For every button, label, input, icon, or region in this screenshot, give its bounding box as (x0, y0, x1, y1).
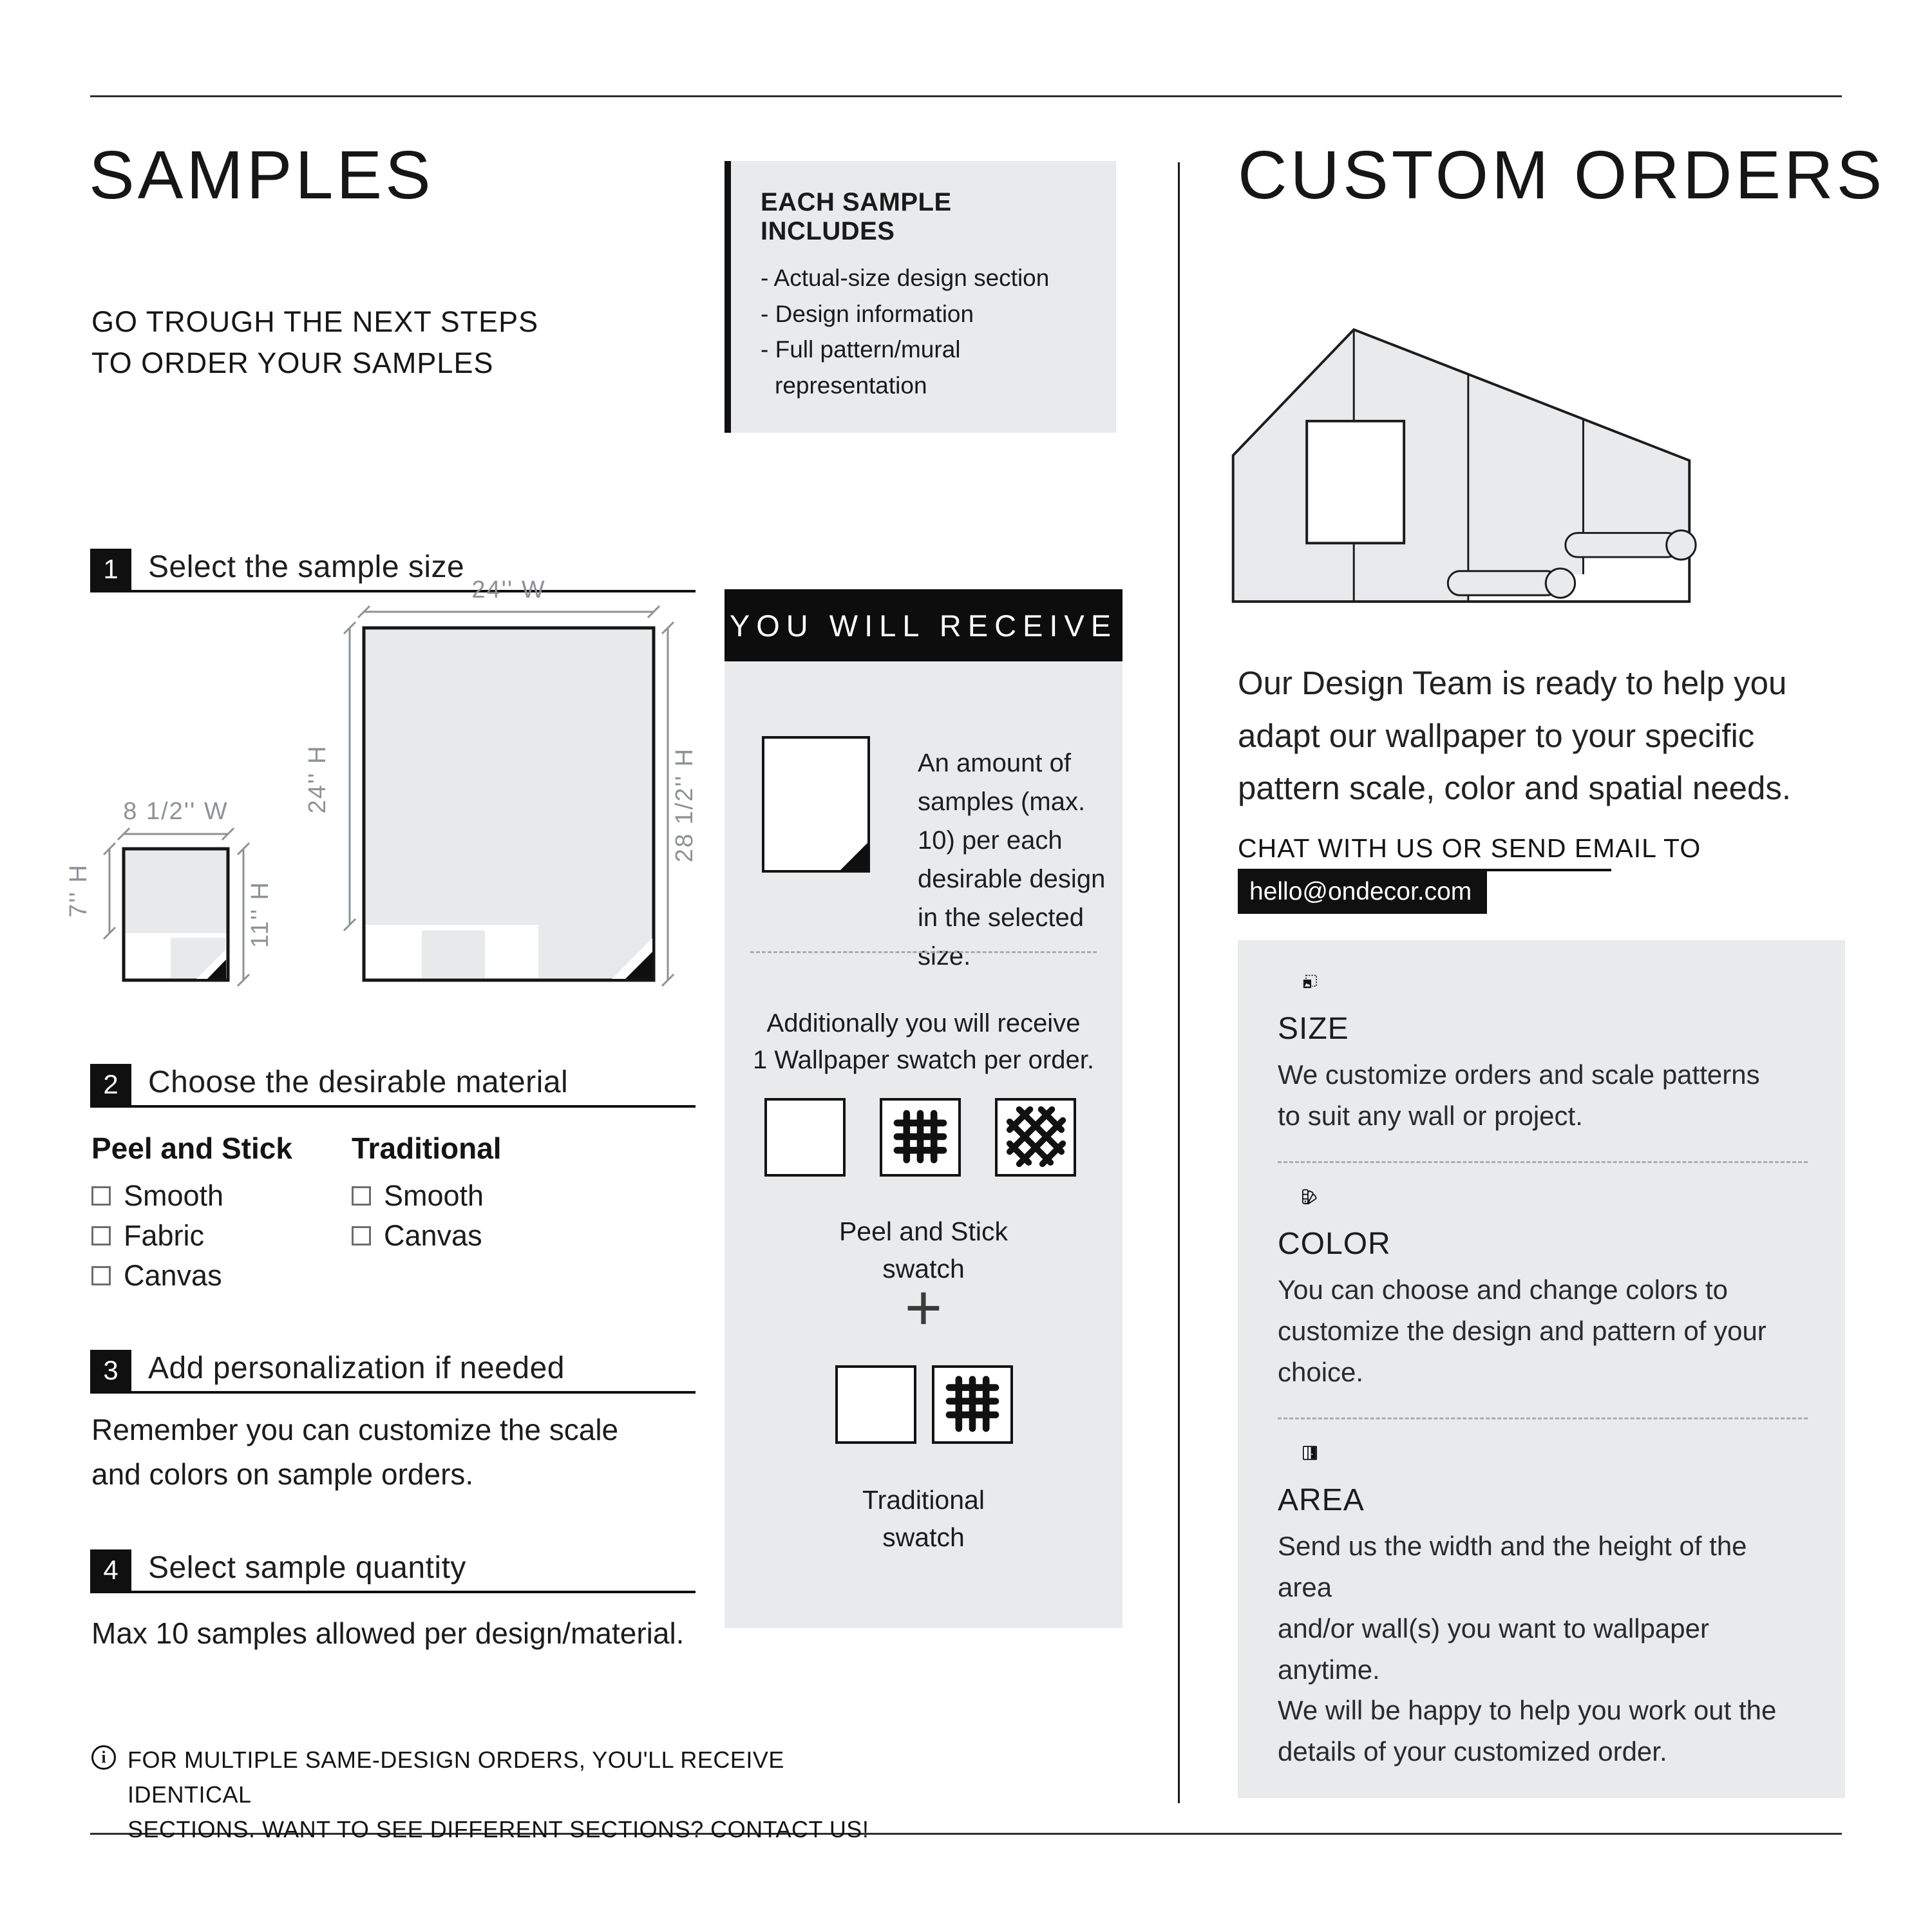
traditional-swatch-caption-line2: swatch (882, 1522, 965, 1553)
additional-text (724, 1005, 1122, 1079)
includes-item-1: - Actual-size design section (761, 265, 1050, 291)
peel-option-smooth-label: Smooth (124, 1179, 224, 1212)
sample-sheet-icon (762, 736, 870, 873)
footnote (91, 1743, 896, 1847)
area-text-line4: details of your customized order. (1278, 1736, 1667, 1767)
top-rule (90, 95, 1842, 97)
large-height-left-label: 24'' H (304, 744, 331, 814)
step3-number-badge: 3 (90, 1350, 131, 1391)
you-will-receive-banner: YOU WILL RECEIVE (724, 589, 1122, 661)
step1-label: Select the sample size (148, 550, 465, 584)
peel-and-stick-title: Peel and Stick (91, 1132, 292, 1165)
receive-divider-1 (750, 951, 1097, 953)
small-height-left-label: 7'' H (65, 864, 92, 918)
step3-header (90, 1350, 696, 1394)
area-text-line2: and/or wall(s) you want to wallpaper anytime. (1278, 1613, 1709, 1685)
peel-option-canvas (91, 1256, 223, 1296)
design-team-line3: pattern scale, color and spatial needs. (1238, 770, 1792, 807)
footnote-line1: FOR MULTIPLE SAME-DESIGN ORDERS, YOU'LL RECEIVE IDENTICAL (128, 1747, 784, 1808)
swatch-crosshatch-icon (995, 1098, 1076, 1177)
panel-divider (1278, 1417, 1808, 1419)
customization-panel (1238, 940, 1845, 1798)
color-text-line3: choice. (1278, 1356, 1364, 1387)
traditional-title: Traditional (352, 1132, 502, 1165)
samples-intro-line1: GO TROUGH THE NEXT STEPS (91, 305, 539, 338)
step2-label: Choose the desirable material (148, 1065, 569, 1099)
small-height-right-label: 11'' H (247, 881, 274, 948)
swatch-grid-icon (880, 1098, 961, 1177)
color-swatchbook-icon (1278, 1189, 1342, 1204)
grid-pattern-icon (938, 1370, 1007, 1437)
traditional-option-canvas (352, 1216, 484, 1256)
step3-description-line2: and colors on sample orders. (91, 1457, 474, 1491)
area-text-line3: We will be happy to help you work out the (1278, 1695, 1777, 1726)
peel-swatch-caption-line2: swatch (882, 1254, 965, 1284)
samples-intro (91, 301, 538, 384)
step3-description (91, 1408, 618, 1497)
house-window (1307, 421, 1404, 543)
additional-line2: 1 Wallpaper swatch per order. (753, 1045, 1094, 1074)
size-crop-icon (1278, 974, 1342, 989)
color-text-line2: customize the design and pattern of your (1278, 1316, 1766, 1347)
crosshatch-pattern-icon (1001, 1103, 1070, 1170)
color-heading: COLOR (1278, 1227, 1391, 1262)
house-strip4-gray (1583, 419, 1689, 535)
panel-divider (1278, 1161, 1808, 1163)
each-sample-includes-box (724, 161, 1116, 433)
step2-header (90, 1064, 696, 1108)
you-will-receive-panel (724, 589, 1122, 1628)
area-text (1278, 1526, 1808, 1772)
additional-line1: Additionally you will receive (766, 1009, 1081, 1037)
size-text (1278, 1054, 1808, 1137)
custom-orders-title: CUSTOM ORDERS (1238, 137, 1886, 213)
color-text (1278, 1269, 1808, 1392)
step4-header (90, 1549, 696, 1593)
design-team-line2: adapt our wallpaper to your specific (1238, 717, 1755, 754)
samples-title: SAMPLES (89, 137, 434, 213)
swatch-plain-icon (835, 1365, 916, 1444)
checkbox-icon (352, 1186, 371, 1206)
peel-option-smooth (91, 1176, 223, 1216)
email-address[interactable]: hello@ondecor.com (1238, 871, 1487, 914)
traditional-options (352, 1176, 484, 1256)
grid-pattern-icon (886, 1103, 954, 1170)
large-width-label: 24'' W (471, 580, 546, 603)
color-text-line1: You can choose and change colors to (1278, 1274, 1728, 1305)
traditional-option-canvas-label: Canvas (384, 1219, 482, 1252)
info-icon: i (91, 1745, 116, 1770)
peel-option-fabric (91, 1216, 223, 1256)
step4-label: Select sample quantity (148, 1551, 466, 1585)
house-wallpaper-illustration (1219, 309, 1702, 617)
includes-item-3: - Full pattern/mural (761, 336, 961, 363)
folded-corner-icon (840, 842, 868, 871)
traditional-option-smooth (352, 1176, 484, 1216)
size-text-line2: to suit any wall or project. (1278, 1101, 1583, 1132)
step3-description-line1: Remember you can customize the scale (91, 1413, 619, 1446)
checkbox-icon (352, 1226, 371, 1245)
traditional-option-smooth-label: Smooth (384, 1179, 484, 1212)
design-team-text (1238, 657, 1791, 815)
area-wall-icon (1278, 1445, 1342, 1461)
checkbox-icon (91, 1186, 111, 1206)
step4-number-badge: 4 (90, 1549, 131, 1591)
area-text-line1: Send us the width and the height of the area (1278, 1531, 1747, 1602)
includes-item-4: representation (775, 372, 927, 399)
includes-title: EACH SAMPLE INCLUDES (761, 188, 952, 245)
design-team-line1: Our Design Team is ready to help you (1238, 665, 1787, 701)
area-heading: AREA (1278, 1483, 1365, 1518)
small-width-label: 8 1/2'' W (123, 798, 229, 825)
large-height-right-label: 28 1/2'' H (671, 747, 698, 863)
samples-intro-line2: TO ORDER YOUR SAMPLES (91, 346, 494, 379)
footnote-line2: SECTIONS. WANT TO SEE DIFFERENT SECTIONS? CONTACT US! (128, 1816, 869, 1842)
swatch-grid-icon (932, 1365, 1013, 1444)
large-sample-inner-section (422, 931, 485, 978)
step1-number-badge: 1 (90, 549, 131, 590)
plus-icon: + (904, 1272, 943, 1344)
wallpaper-roll-icon (1448, 569, 1575, 598)
chat-label: CHAT WITH US OR SEND EMAIL TO (1238, 833, 1701, 863)
footnote-text (128, 1743, 896, 1847)
sample-size-diagram (64, 580, 708, 1005)
size-text-line1: We customize orders and scale patterns (1278, 1059, 1760, 1090)
wallpaper-roll-icon (1566, 531, 1696, 560)
step3-label: Add personalization if needed (148, 1351, 565, 1385)
peel-options (91, 1176, 223, 1296)
checkbox-icon (91, 1266, 111, 1285)
step2-number-badge: 2 (90, 1064, 131, 1105)
receive-samples-text: An amount of samples (max. 10) per each desirable design in the selected size. (918, 749, 1106, 971)
size-heading: SIZE (1278, 1012, 1349, 1046)
traditional-swatch-caption-line1: Traditional (862, 1485, 985, 1515)
column-divider (1178, 162, 1180, 1803)
checkbox-icon (91, 1226, 111, 1245)
traditional-swatch-caption (724, 1481, 1122, 1556)
step4-description: Max 10 samples allowed per design/material. (91, 1616, 685, 1650)
includes-item-2: - Design information (761, 300, 974, 327)
swatch-plain-icon (764, 1098, 846, 1177)
peel-swatch-caption-line1: Peel and Stick (838, 1217, 1009, 1246)
peel-option-fabric-label: Fabric (124, 1219, 205, 1252)
peel-option-canvas-label: Canvas (124, 1259, 222, 1292)
